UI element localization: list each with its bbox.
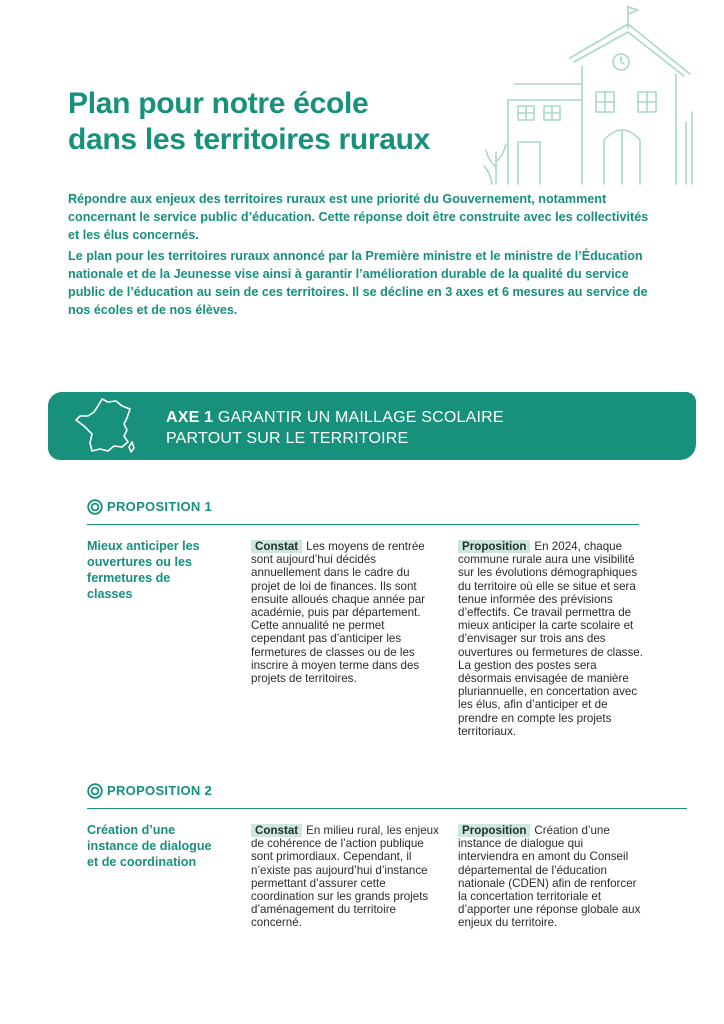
proposition-1-proposal-text: En 2024, chaque commune rurale aura une visibilité sur les évolutions démographiques du territoire où elle se situe et sera tenue informée des prévisions d’effectifs. Ce travail permettra de mieux anticiper la carte scolaire et d’envisager sur trois ans des ouvertures ou fermetures de classe. La gestion des postes sera désormais envisagée de manière pluriannuelle, en concertation avec les élus, afin d’anticiper et de prendre en compte les projets territoriaux. [458,540,643,738]
intro-paragraph-2: Le plan pour les territoires ruraux annoncé par la Première ministre et le ministre de l’Éducation nationale et de la Jeunesse vise ainsi à garantir l’amélioration durable de la qualité du service public de l’éducation au sein de ces territoires. Il se décline en 3 axes et 6 mesures au service de nos écoles et de nos élèves. [68,249,648,317]
proposition-1-proposal [458,540,644,738]
proposition-1-constat [251,540,441,685]
school-house-illustration [478,2,708,187]
proposition-2-constat-text: En milieu rural, les enjeux de cohérence de l’action publique sont primordiaux. Cependant, il n’existe pas aujourd’hui d’instance permettant d’assurer cette coordination sur les grands projets d’aménagement du territoire concerné. [251,824,439,930]
proposition-2-subtitle: Création d’une instance de dialogue et de coordination [87,823,212,869]
proposition-1-constat-text: Les moyens de rentrée sont aujourd’hui décidés annuellement dans le cadre du projet de loi de finances. Ils sont ensuite alloués chaque année par académie, puis par département. Cette annualité ne permet cependant pas d’anticiper les fermetures de classes ou de les inscrire à moyen terme dans des projets de territoires. [251,540,426,686]
proposition-2-proposal [458,824,644,930]
page-title-line-1: Plan pour notre école [68,87,369,120]
proposition-tag: Proposition [458,824,530,837]
target-icon [87,499,103,515]
proposition-tag: Proposition [458,540,530,553]
page-title [68,86,430,158]
proposition-2-heading [87,782,687,809]
constat-tag: Constat [251,824,302,837]
proposition-1-label: PROPOSITION 1 [107,499,213,514]
axe-banner [48,392,696,460]
target-icon [87,783,103,799]
axe-title [166,407,504,449]
proposition-1-subtitle: Mieux anticiper les ouvertures ou les fermetures de classes [87,539,200,601]
axe-number: AXE 1 [166,409,214,426]
proposition-2-label: PROPOSITION 2 [107,783,213,798]
page-title-line-2: dans les territoires ruraux [68,123,431,156]
france-map-icon [72,396,138,456]
intro-block [68,191,658,324]
proposition-1-heading [87,498,639,525]
constat-tag: Constat [251,540,302,553]
proposition-2-constat [251,824,441,930]
axe-title-line-1: GARANTIR UN MAILLAGE SCOLAIRE [217,409,504,426]
proposition-2-proposal-text: Création d’une instance de dialogue qui interviendra en amont du Conseil départemental de l’éducation nationale (CDEN) afin de renforcer la concertation territoriale et d’apporter une réponse globale aux enjeux du territoire. [458,824,641,930]
intro-paragraph-1: Répondre aux enjeux des territoires ruraux est une priorité du Gouvernement, notamment concernant le service public d’éducation. Cette réponse doit être construite avec les collectivités et les élus concernés. [68,192,649,242]
axe-title-line-2: PARTOUT SUR LE TERRITOIRE [166,430,409,447]
